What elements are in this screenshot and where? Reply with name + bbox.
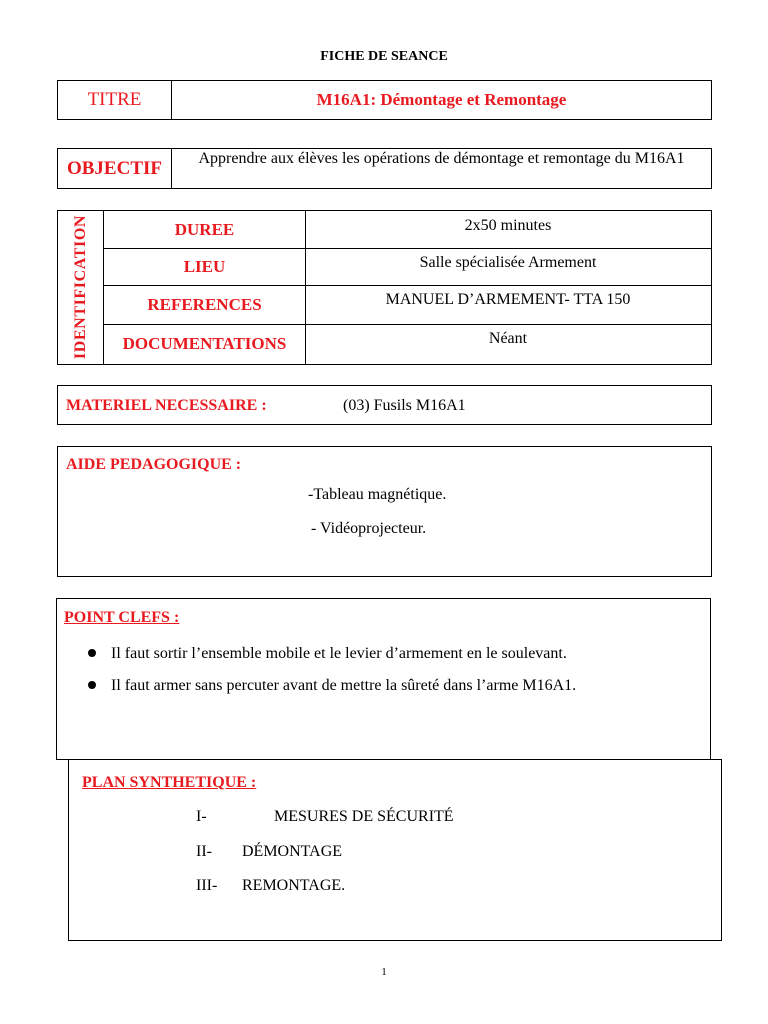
plan-synthetique-section (68, 759, 722, 941)
point-clef-text: Il faut sortir l’ensemble mobile et le levier d’armement en le soulevant. (111, 645, 567, 662)
aide-pedagogique-section (57, 446, 712, 577)
objectif-value: Apprendre aux élèves les opérations de démontage et remontage du M16A1 (198, 150, 685, 167)
titre-label: TITRE (58, 81, 172, 119)
plan-synthetique-label: PLAN SYNTHETIQUE : (82, 774, 257, 791)
identification-side-label: IDENTIFICATION (72, 214, 89, 360)
table-row (104, 211, 711, 249)
lieu-value: Salle spécialisée Armement (419, 254, 597, 271)
page-title: FICHE DE SEANCE (320, 49, 448, 64)
materiel-value: (03) Fusils M16A1 (343, 397, 466, 414)
documentations-value: Néant (488, 330, 528, 347)
point-clefs-label: POINT CLEFS : (64, 609, 180, 626)
plan-item-text: REMONTAGE. (242, 877, 346, 894)
table-row (104, 285, 711, 325)
documentations-label: DOCUMENTATIONS (104, 324, 306, 364)
objectif-section (57, 148, 712, 189)
aide-pedagogique-label: AIDE PEDAGOGIQUE : (66, 456, 242, 473)
objectif-label: OBJECTIF (58, 149, 172, 188)
duree-value: 2x50 minutes (464, 217, 552, 234)
bullet-icon (88, 649, 96, 657)
bullet-icon (88, 681, 96, 689)
page-number: 1 (381, 966, 387, 978)
identification-table (57, 210, 712, 365)
point-clef-text: Il faut armer sans percuter avant de mettre la sûreté dans l’arme M16A1. (111, 677, 577, 694)
plan-item-number: III- (196, 877, 218, 894)
lieu-label: LIEU (104, 248, 306, 285)
references-value: MANUEL D’ARMEMENT- TTA 150 (385, 291, 631, 308)
plan-item-number: II- (196, 843, 212, 860)
plan-item-text: DÉMONTAGE (242, 843, 343, 860)
plan-item-number: I- (196, 808, 207, 825)
point-clefs-section (56, 598, 711, 760)
table-row (104, 248, 711, 286)
titre-section (57, 80, 712, 120)
references-label: REFERENCES (104, 285, 306, 324)
duree-label: DUREE (104, 211, 306, 248)
list-item: - Vidéoprojecteur. (311, 520, 427, 537)
materiel-label: MATERIEL NECESSAIRE : (66, 397, 267, 414)
list-item: -Tableau magnétique. (308, 486, 447, 503)
table-row (104, 324, 711, 364)
materiel-section (57, 385, 712, 425)
plan-item-text: MESURES DE SÉCURITÉ (274, 808, 454, 825)
titre-value: M16A1: Démontage et Remontage (316, 90, 567, 109)
identification-side-cell (58, 211, 104, 364)
